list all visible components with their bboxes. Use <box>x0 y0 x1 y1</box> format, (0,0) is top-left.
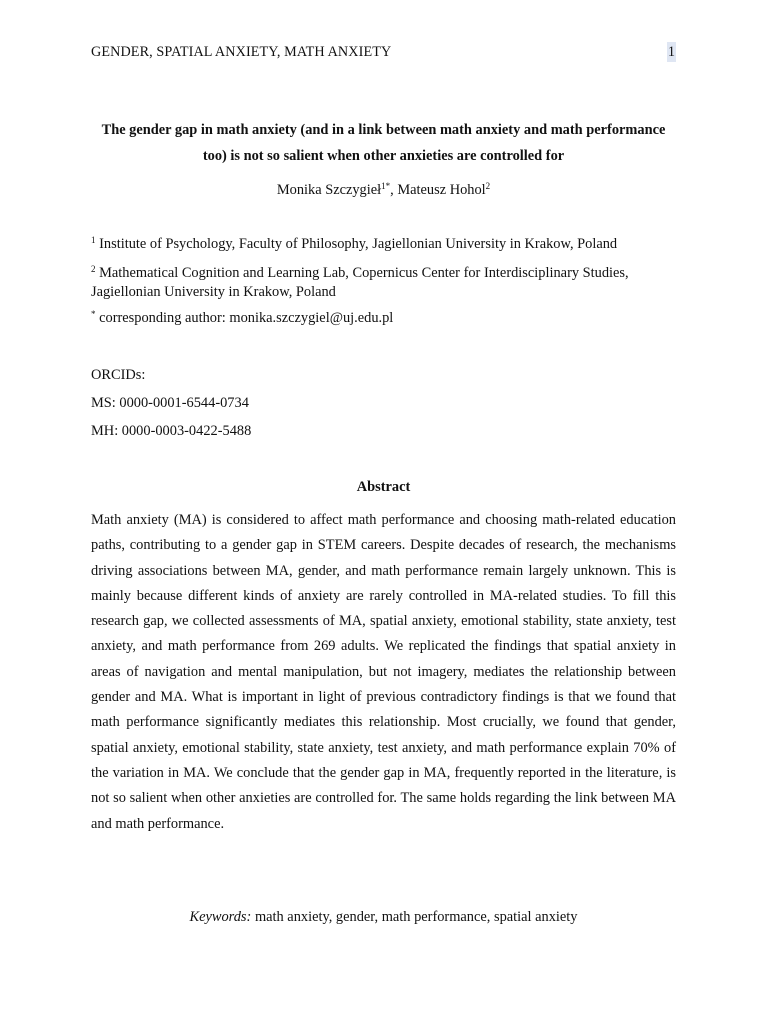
orcid-heading: ORCIDs: <box>91 367 146 383</box>
affiliation-2 <box>91 264 676 302</box>
running-title: GENDER, SPATIAL ANXIETY, MATH ANXIETY <box>91 44 392 60</box>
author-name: Mateusz Hohol <box>397 182 486 198</box>
author-affiliation-mark: 1* <box>381 181 391 191</box>
corresponding-author <box>91 309 676 328</box>
running-header <box>91 42 676 62</box>
author-list <box>91 179 676 201</box>
document-page <box>91 0 676 1024</box>
orcid-entry: MH: 0000-0003-0422-5488 <box>91 423 252 439</box>
affiliation-text: Mathematical Cognition and Learning Lab, Copernicus Center for Interdisciplinary Studies, Jagiellonian University in Krakow, Poland <box>91 265 629 300</box>
keywords-label: Keywords: <box>189 909 252 925</box>
author-separator: , <box>390 182 398 198</box>
author-name: Monika Szczygieł <box>276 182 382 198</box>
affiliation-mark: * <box>91 309 96 319</box>
keywords-line <box>91 907 676 927</box>
author-affiliation-mark: 2 <box>485 181 491 191</box>
affiliation-text: Institute of Psychology, Faculty of Philosophy, Jagiellonian University in Krakow, Poland <box>99 236 618 252</box>
page-number: 1 <box>667 44 675 60</box>
orcid-entry: MS: 0000-0001-6544-0734 <box>91 395 249 411</box>
keywords-text: math anxiety, gender, math performance, spatial anxiety <box>254 909 578 925</box>
corresponding-author-text: corresponding author: monika.szczygiel@uj.edu.pl <box>99 310 394 326</box>
affiliation-mark: 1 <box>91 235 96 245</box>
affiliation-mark: 2 <box>91 264 96 274</box>
abstract-heading: Abstract <box>356 479 411 495</box>
abstract-text: Math anxiety (MA) is considered to affect math performance and choosing math-related education paths, contributing to a gender gap in STEM careers. Despite decades of research, the mechanisms driving associations between MA, gender, and math performance remain largely unknown. This is mainly because different kinds of anxiety are rarely controlled in MA-related studies. To fill this research gap, we collected assessments of MA, spatial anxiety, emotional stability, state anxiety, test anxiety, and math performance from 269 adults. We replicated the findings that spatial anxiety in areas of navigation and mental manipulation, but not imagery, mediates the relationship between gender and MA. What is important in light of previous contradictory findings is that we found that math performance significantly mediates this relationship. Most crucially, we found that gender, spatial anxiety, emotional stability, state anxiety, test anxiety, and math performance explain 70% of the variation in MA. We conclude that the gender gap in MA, frequently reported in the literature, is not so salient when other anxieties are controlled for. The same holds regarding the link between MA and math performance. <box>91 512 676 832</box>
paper-title: The gender gap in math anxiety (and in a link between math anxiety and math performance too) is not so salient when other anxieties are controlled for <box>101 122 666 164</box>
affiliation-1 <box>91 235 676 254</box>
